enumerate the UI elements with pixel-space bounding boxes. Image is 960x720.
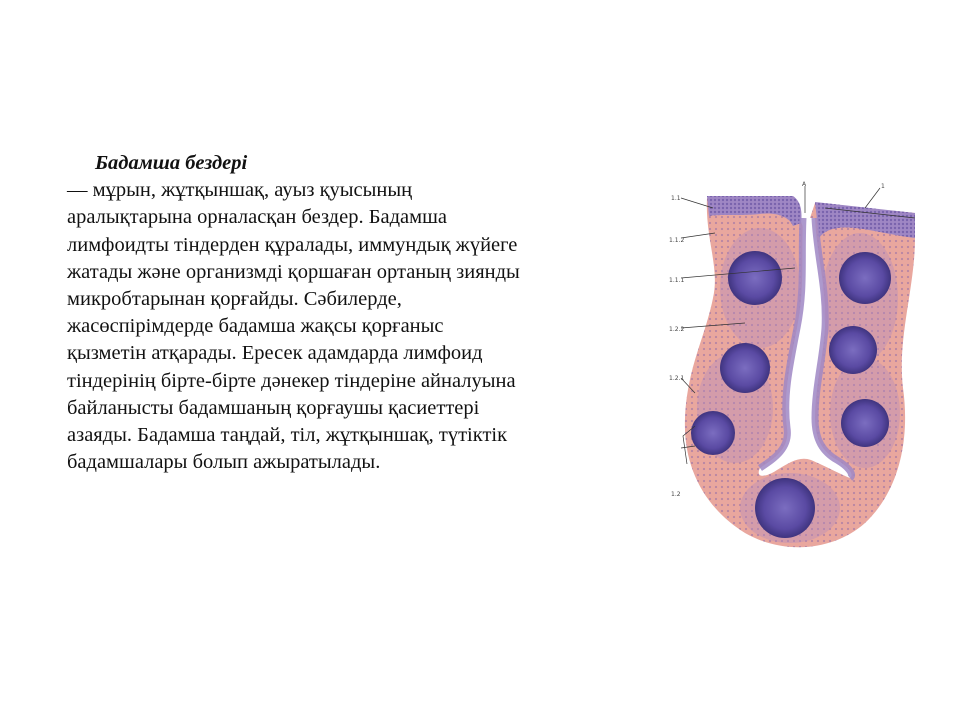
figure-label: 1.2.2 [669, 326, 685, 333]
body-line: жасөспірімдерде бадамша жақсы қорғаныс [67, 315, 444, 338]
body-line: микробтарынан қорғайды. Сәбилерде, [67, 288, 402, 311]
follicle [839, 252, 891, 304]
slide-title: Бадамша бездері [95, 152, 248, 174]
follicle [691, 411, 735, 455]
body-line: жатады және организмді қоршаған ортаның зиянды [67, 260, 520, 283]
tonsil-histology-figure [665, 178, 930, 553]
body-line: лимфоидты тіндерден құралады, иммундық жүйеге [67, 233, 518, 256]
follicle [728, 251, 782, 305]
follicle [829, 326, 877, 374]
figure-label: 1.1.1 [669, 277, 685, 284]
body-line: аралықтарына орналасқан бездер. Бадамша [67, 206, 447, 229]
text-block [67, 150, 667, 476]
body-line: — мұрын, жұтқыншақ, ауыз қуысының [67, 179, 413, 202]
body-line: азаяды. Бадамша таңдай, тіл, жұтқыншақ, түтіктік [67, 424, 508, 447]
follicle [841, 399, 889, 447]
figure-label: 1.1.2 [669, 237, 685, 244]
body-line: қызметін атқарады. Ересек адамдарда лимфоид [67, 342, 483, 365]
body-line: байланысты бадамшаның қорғаушы қасиеттері [67, 396, 480, 419]
figure-label: 1 [881, 183, 885, 190]
figure-label: 1.2 [671, 491, 681, 498]
figure-label: A [802, 181, 807, 188]
body-line: тіндерінің бірте-бірте дәнекер тіндеріне айналуына [67, 369, 516, 392]
follicle [720, 343, 770, 393]
figure-label: 1.2.1 [669, 375, 685, 382]
follicle [755, 478, 815, 538]
body-line: бадамшалары болып ажыратылады. [67, 451, 381, 474]
tonsil-histology-drawing [665, 178, 930, 553]
figure-label: 1.1 [671, 195, 681, 202]
